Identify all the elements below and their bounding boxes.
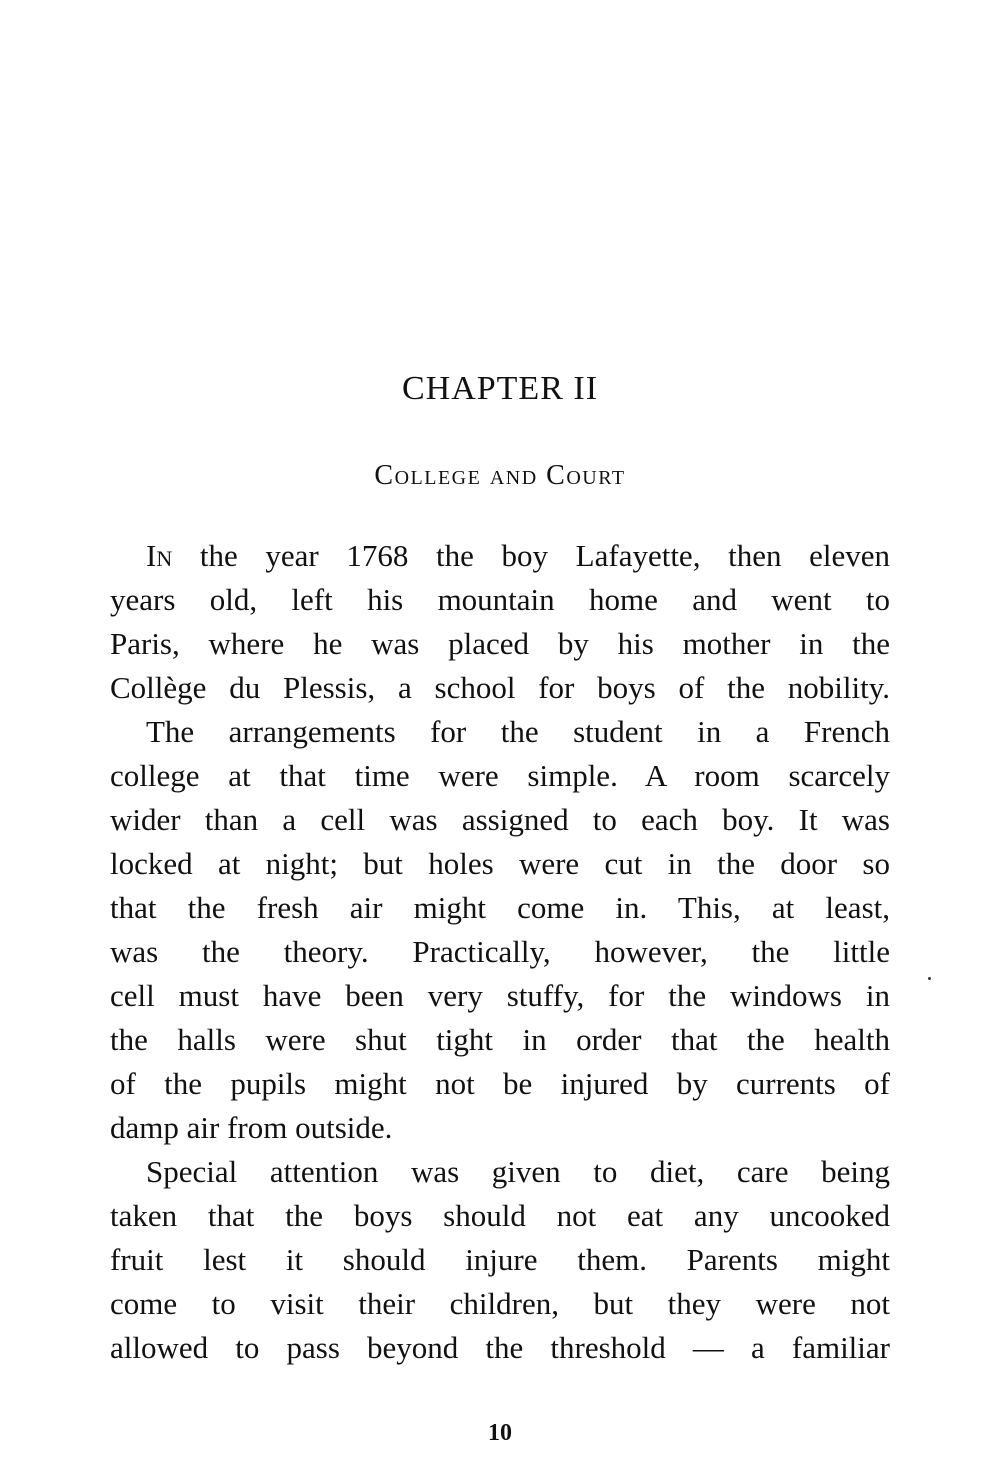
text-line: The arrangements for the student in a French xyxy=(146,714,890,749)
text-line: years old, left his mountain home and went to xyxy=(110,582,890,617)
text-line: cell must have been very stuffy, for the windows in xyxy=(110,978,890,1013)
text-line: college at that time were simple. A room scarcely xyxy=(110,758,890,793)
text-line: that the fresh air might come in. This, at least, xyxy=(110,890,890,925)
chapter-number: CHAPTER II xyxy=(401,370,599,407)
chapter-title: College and Court xyxy=(374,460,626,491)
print-speck xyxy=(928,977,931,980)
text-line: Collège du Plessis, a school for boys of the nobility. xyxy=(110,670,890,705)
drop-word: In xyxy=(146,538,173,573)
body-text xyxy=(110,534,890,1370)
text-line: wider than a cell was assigned to each boy. It was xyxy=(110,802,890,837)
text-line: locked at night; but holes were cut in the door so xyxy=(110,846,890,881)
page-number: 10 xyxy=(488,1420,512,1446)
text-line: Paris, where he was placed by his mother in the xyxy=(110,626,890,661)
text-line: Special attention was given to diet, care being xyxy=(146,1154,890,1189)
text-line: In the year 1768 the boy Lafayette, then eleven xyxy=(146,538,890,573)
text-line: damp air from outside. xyxy=(110,1110,393,1145)
text-line: the halls were shut tight in order that the health xyxy=(110,1022,890,1057)
text-line: was the theory. Practically, however, the little xyxy=(110,934,890,969)
paragraph xyxy=(110,534,890,710)
paragraph xyxy=(110,710,890,1150)
text-line: taken that the boys should not eat any uncooked xyxy=(110,1198,890,1233)
text-line: of the pupils might not be injured by currents of xyxy=(110,1066,890,1101)
text-line: fruit lest it should injure them. Parents might xyxy=(110,1242,890,1277)
text-line: allowed to pass beyond the threshold — a familiar xyxy=(110,1330,890,1365)
paragraph xyxy=(110,1150,890,1370)
text-line: come to visit their children, but they were not xyxy=(110,1286,890,1321)
